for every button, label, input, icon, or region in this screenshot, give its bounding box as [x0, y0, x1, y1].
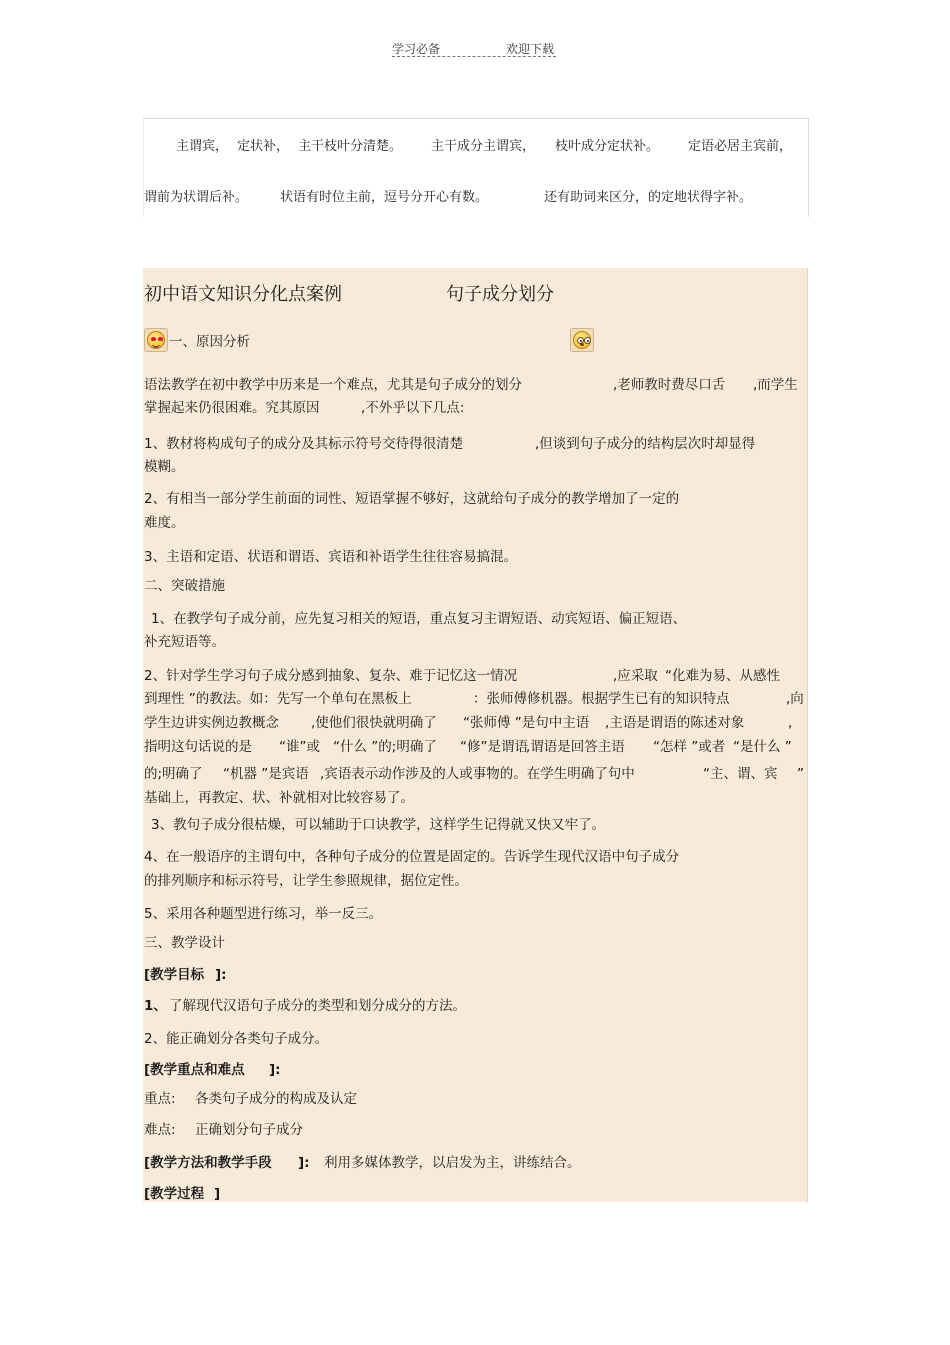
measure-2: ,主语是谓语的陈述对象 — [605, 715, 745, 731]
header-right-text: 欢迎下载 — [506, 42, 555, 56]
teaching-process-label: ] — [214, 1186, 221, 1202]
section-3-heading: 三、教学设计 — [144, 935, 225, 951]
rhyme-phrase: 谓前为状谓后补。 — [144, 190, 249, 205]
rhyme-phrase: 定状补， — [237, 139, 290, 154]
key-points-label: [教学重点和难点 — [144, 1062, 245, 1078]
measure-2: “怎样 ”或者 — [653, 739, 726, 755]
measure-2: 基础上，再教定、状、补就相对比较容易了。 — [144, 790, 414, 806]
reason-1: 1、教材将构成句子的成分及其标示符号交待得很清楚 — [144, 436, 464, 452]
measure-2: “机器 ”是宾语 — [223, 766, 309, 782]
section-1-heading: 一、原因分析 — [169, 334, 250, 350]
rhyme-phrase: 枝叶成分定状补。 — [555, 139, 660, 154]
teaching-goals-label: [教学目标 — [144, 967, 205, 983]
measure-2: ,应采取 — [613, 668, 658, 684]
reason-1: ,但谈到句子成分的结构层次时却显得 — [535, 436, 756, 452]
measure-4: 4、在一般语序的主谓句中，各种句子成分的位置是固定的。告诉学生现代汉语中句子成分 — [144, 849, 680, 865]
difficulty-label: 难点: — [144, 1122, 176, 1138]
measure-2: , — [788, 715, 793, 731]
reason-2: 2、有相当一部分学生前面的词性、短语掌握不够好，这就给句子成分的教学增加了一定的 — [144, 491, 680, 507]
shocked-face-emoji-icon — [570, 328, 594, 352]
header-left-text: 学习必备 — [392, 42, 441, 56]
key-points-label: ]: — [269, 1062, 281, 1078]
key-point: 各类句子成分的构成及认定 — [195, 1091, 357, 1107]
measure-2: 学生边讲实例边教概念 — [144, 715, 279, 731]
difficulty: 正确划分句子成分 — [195, 1122, 303, 1138]
rhyme-phrase: 状语有时位主前，逗号分开心有数。 — [280, 190, 489, 205]
reason-3: 3、主语和定语、状语和谓语、宾语和补语学生往往容易搞混。 — [144, 549, 518, 565]
teaching-method-label: ]: — [298, 1155, 310, 1171]
measure-5: 5、采用各种题型进行练习，举一反三。 — [144, 906, 383, 922]
measure-2: ,宾语表示动作涉及的人或事物的。在学生明确了句中 — [320, 766, 635, 782]
mnemonic-rhyme-box — [143, 118, 809, 217]
rhyme-phrase: 主谓宾， — [176, 139, 229, 154]
measure-2: “修”是谓语 — [460, 739, 528, 755]
intro-text: ,老师教时费尽口舌 — [613, 377, 726, 393]
measure-2: “张师傅 ”是句中主语 — [463, 715, 590, 731]
rhyme-phrase: 主干枝叶分清楚。 — [298, 139, 403, 154]
measure-1: 补充短语等。 — [144, 634, 225, 650]
article-title — [144, 283, 554, 306]
measure-2: ,谓语是回答主语 — [526, 739, 625, 755]
goal-2: 2、能正确划分各类句子成分。 — [144, 1031, 329, 1047]
intro-text: 语法教学在初中教学中历来是一个难点，尤其是句子成分的划分 — [144, 377, 522, 393]
measure-2: ,向 — [786, 691, 804, 707]
teaching-method: 利用多媒体教学，以启发为主，讲练结合。 — [324, 1155, 581, 1171]
measure-2: “谁”或 — [279, 739, 320, 755]
key-point-label: 重点: — [144, 1091, 176, 1107]
reason-2: 难度。 — [144, 515, 185, 531]
intro-text: ,而学生 — [753, 377, 798, 393]
teaching-process-label: [教学过程 — [144, 1186, 205, 1202]
article-title-left: 初中语文知识分化点案例 — [144, 284, 342, 305]
rhyme-phrase: 定语必居主宾前， — [688, 139, 793, 154]
measure-2: 到理性 ”的教法。如：先写一个单句在黑板上 — [144, 691, 412, 707]
goal-1-number: 1、 — [144, 998, 167, 1014]
intro-text: 掌握起来仍很困难。究其原因 — [144, 400, 320, 416]
measure-2: ：张师傅修机器。根据学生已有的知识特点 — [473, 691, 730, 707]
measure-4: 的排列顺序和标示符号，让学生参照规律，据位定性。 — [144, 873, 468, 889]
teaching-goals-label: ]: — [215, 967, 227, 983]
measure-2: “是什么 ” — [733, 739, 792, 755]
measure-1: 1、在教学句子成分前，应先复习相关的短语，重点复习主谓短语、动宾短语、偏正短语、 — [151, 611, 687, 627]
measure-2: 的;明确了 — [144, 766, 203, 782]
measure-2: ,使他们很快就明确了 — [311, 715, 437, 731]
intro-text: ,不外乎以下几点: — [361, 400, 465, 416]
rhyme-phrase: 主干成分主谓宾， — [431, 139, 536, 154]
teaching-method-label: [教学方法和教学手段 — [144, 1155, 272, 1171]
measure-2: “什么 ”的;明确了 — [333, 739, 437, 755]
heart-eyes-emoji-icon — [144, 328, 168, 352]
measure-2: ” — [797, 766, 804, 782]
reason-1: 模糊。 — [144, 459, 185, 475]
measure-2: “化难为易、从感性 — [665, 668, 780, 684]
section-2-heading: 二、突破措施 — [144, 578, 225, 594]
lesson-article — [143, 268, 808, 1202]
measure-2: 2、针对学生学习句子成分感到抽象、复杂、难于记忆这一情况 — [144, 668, 518, 684]
measure-3: 3、教句子成分很枯燥，可以辅助于口诀教学，这样学生记得就又快又牢了。 — [151, 817, 606, 833]
rhyme-phrase: 还有助词来区分，的定地状得字补。 — [544, 190, 753, 205]
article-title-right: 句子成分划分 — [446, 284, 554, 305]
measure-2: “主、谓、宾 — [703, 766, 778, 782]
measure-2: 指明这句话说的是 — [144, 739, 252, 755]
goal-1: 了解现代汉语句子成分的类型和划分成分的方法。 — [169, 998, 466, 1014]
page-header — [392, 38, 556, 57]
